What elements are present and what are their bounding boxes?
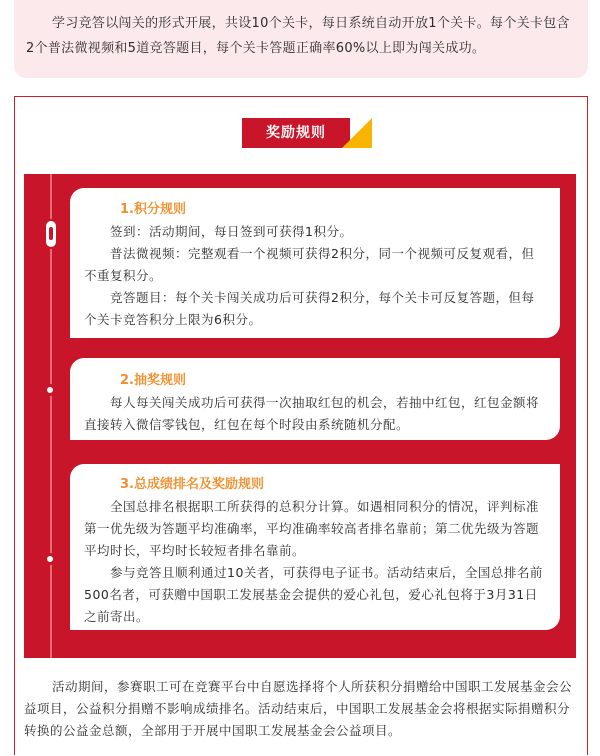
card-title: 3.总成绩排名及奖励规则 [120, 477, 264, 492]
card-title: 2.抽奖规则 [120, 373, 186, 388]
card-body [84, 221, 546, 331]
title-ribbon-icon [342, 118, 372, 148]
rules-frame [14, 96, 588, 756]
card-paragraph: 竞答题目：每个关卡闯关成功后可获得2积分，每个关卡可反复答题，但每个关卡竞答积分上限为6积分。 [84, 290, 535, 327]
card-paragraph: 普法微视频：完整观看一个视频可获得2积分，同一个视频可反复观看，但不重复积分。 [84, 246, 535, 283]
timeline-dot-icon [44, 553, 56, 565]
card-body [84, 496, 546, 628]
outro-text-block [24, 676, 580, 742]
rules-panel [24, 174, 576, 658]
card-lottery-rules [70, 358, 560, 440]
intro-text: 学习竞答以闯关的形式开展，共设10个关卡，每日系统自动开放1个关卡。每个关卡包含2个普法微视频和5道竞答题目，每个关卡答题正确率60%以上即为闯关成功。 [26, 16, 570, 56]
timeline-dot-icon [44, 384, 56, 396]
card-paragraph: 每人每关闯关成功后可获得一次抽取红包的机会，若抽中红包，红包金额将直接转入微信零钱包，红包在每个时段由系统随机分配。 [84, 395, 540, 432]
card-ranking-rules [70, 464, 560, 630]
intro-box [14, 0, 588, 78]
card-body [84, 392, 546, 436]
card-paragraph: 签到：活动期间，每日签到可获得1积分。 [110, 224, 353, 239]
outro-text: 活动期间，参赛职工可在竞赛平台中自愿选择将个人所获积分捐赠给中国职工发展基金会公益项目，公益积分捐赠不影响成绩排名。活动结束后，中国职工发展基金会将根据实际捐赠积分转换的公益金总额，全部用于开展中国职工发展基金会公益项目。 [24, 679, 573, 738]
card-title: 1.积分规则 [120, 202, 186, 217]
section-title: 奖励规则 [242, 118, 350, 148]
card-paragraph: 参与竞答且顺利通过10关者，可获得电子证书。活动结束后，全国总排名前500名者，可获赠中国职工发展基金会提供的爱心礼包，爱心礼包将于3月31日之前寄出。 [84, 565, 543, 624]
card-points-rules [70, 188, 560, 338]
card-paragraph: 全国总排名根据职工所获得的总积分计算。如遇相同积分的情况，评判标准第一优先级为答题平均准确率，平均准确率较高者排名靠前；第二优先级为答题平均时长，平均时长较短者排名靠前。 [84, 499, 540, 558]
timeline-pill-icon [44, 219, 58, 249]
